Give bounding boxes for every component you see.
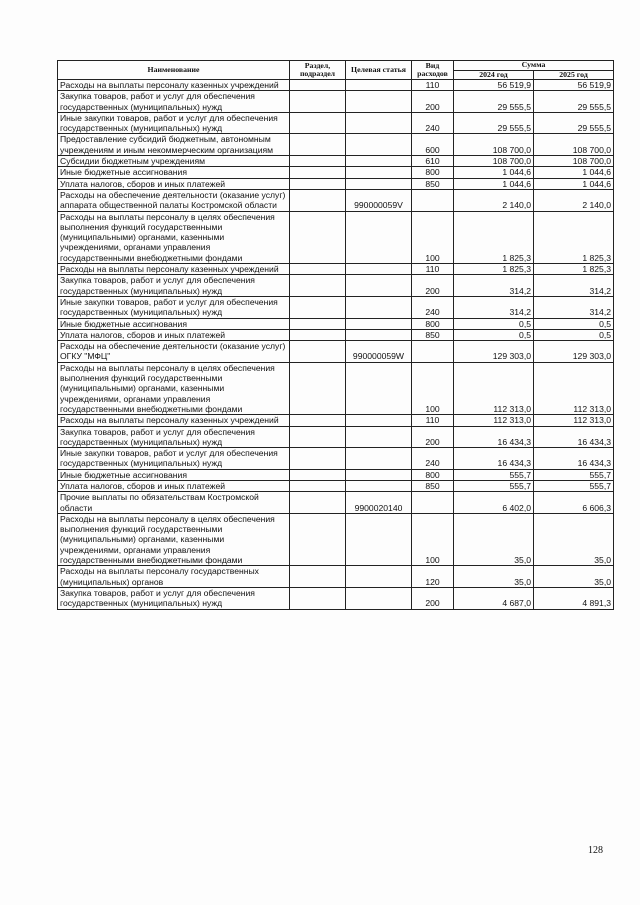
row-sum-2025-cell: 1 825,3: [534, 211, 614, 263]
row-target-cell: [346, 318, 412, 329]
row-target-cell: 990000059V: [346, 189, 412, 211]
row-section-cell: [290, 469, 346, 480]
row-name-cell: Иные бюджетные ассигнования: [58, 318, 290, 329]
row-sum-2025-cell: 1 825,3: [534, 264, 614, 275]
row-section-cell: [290, 318, 346, 329]
row-sum-2024-cell: 112 313,0: [454, 415, 534, 426]
row-name-cell: Иные бюджетные ассигнования: [58, 469, 290, 480]
table-row: [58, 178, 614, 189]
row-sum-2025-cell: 16 434,3: [534, 448, 614, 470]
row-sum-2024-cell: 314,2: [454, 296, 534, 318]
row-sum-2025-cell: 56 519,9: [534, 80, 614, 91]
header-name: Наименование: [58, 61, 290, 80]
row-sum-2025-cell: 129 303,0: [534, 341, 614, 363]
row-sum-2024-cell: 1 044,6: [454, 178, 534, 189]
row-name-cell: Закупка товаров, работ и услуг для обеспечения государственных (муниципальных) нужд: [58, 587, 290, 609]
row-sum-2024-cell: 16 434,3: [454, 448, 534, 470]
row-kind-cell: 850: [412, 329, 454, 340]
row-section-cell: [290, 492, 346, 514]
row-sum-2024-cell: 56 519,9: [454, 80, 534, 91]
row-kind-cell: 850: [412, 178, 454, 189]
row-sum-2025-cell: 2 140,0: [534, 189, 614, 211]
table-row: [58, 91, 614, 113]
header-kind: Вид расходов: [412, 61, 454, 80]
row-sum-2025-cell: 29 555,5: [534, 91, 614, 113]
page-number: 128: [588, 845, 603, 856]
row-section-cell: [290, 329, 346, 340]
row-name-cell: Расходы на обеспечение деятельности (оказание услуг) аппарата общественной палаты Костромской области: [58, 189, 290, 211]
row-section-cell: [290, 566, 346, 588]
row-section-cell: [290, 513, 346, 565]
row-target-cell: [346, 296, 412, 318]
row-sum-2024-cell: 112 313,0: [454, 362, 534, 414]
row-section-cell: [290, 167, 346, 178]
table-header: [58, 61, 614, 80]
row-kind-cell: 240: [412, 296, 454, 318]
row-name-cell: Уплата налогов, сборов и иных платежей: [58, 329, 290, 340]
row-sum-2024-cell: 108 700,0: [454, 156, 534, 167]
row-sum-2024-cell: 2 140,0: [454, 189, 534, 211]
row-sum-2025-cell: 314,2: [534, 296, 614, 318]
table-body: [58, 80, 614, 610]
row-name-cell: Закупка товаров, работ и услуг для обеспечения государственных (муниципальных) нужд: [58, 91, 290, 113]
row-sum-2025-cell: 29 555,5: [534, 112, 614, 134]
row-sum-2024-cell: 35,0: [454, 566, 534, 588]
row-kind-cell: 610: [412, 156, 454, 167]
table-row: [58, 264, 614, 275]
row-kind-cell: 800: [412, 167, 454, 178]
row-target-cell: [346, 480, 412, 491]
table-row: [58, 211, 614, 263]
row-target-cell: [346, 566, 412, 588]
row-sum-2025-cell: 6 606,3: [534, 492, 614, 514]
row-target-cell: [346, 178, 412, 189]
row-name-cell: Расходы на выплаты персоналу казенных учреждений: [58, 80, 290, 91]
table-row: [58, 80, 614, 91]
row-sum-2024-cell: 555,7: [454, 480, 534, 491]
row-kind-cell: 110: [412, 80, 454, 91]
row-kind-cell: 800: [412, 318, 454, 329]
row-section-cell: [290, 296, 346, 318]
row-target-cell: [346, 329, 412, 340]
row-target-cell: [346, 156, 412, 167]
row-target-cell: [346, 448, 412, 470]
row-name-cell: Закупка товаров, работ и услуг для обеспечения государственных (муниципальных) нужд: [58, 426, 290, 448]
table-row: [58, 275, 614, 297]
row-name-cell: Расходы на выплаты персоналу в целях обеспечения выполнения функций государственными (муниципальными) органами, казенными учреждениями, органами управления государственными внебюджетными фондами: [58, 211, 290, 263]
table-row: [58, 362, 614, 414]
table-row: [58, 480, 614, 491]
row-sum-2024-cell: 29 555,5: [454, 112, 534, 134]
row-sum-2024-cell: 129 303,0: [454, 341, 534, 363]
row-section-cell: [290, 480, 346, 491]
row-sum-2025-cell: 4 891,3: [534, 587, 614, 609]
row-sum-2024-cell: 108 700,0: [454, 134, 534, 156]
row-name-cell: Иные закупки товаров, работ и услуг для обеспечения государственных (муниципальных) нужд: [58, 112, 290, 134]
table-row: [58, 469, 614, 480]
row-sum-2024-cell: 314,2: [454, 275, 534, 297]
row-name-cell: Расходы на выплаты персоналу в целях обеспечения выполнения функций государственными (муниципальными) органами, казенными учреждениями, органами управления государственными внебюджетными фондами: [58, 513, 290, 565]
row-target-cell: [346, 91, 412, 113]
row-kind-cell: 200: [412, 426, 454, 448]
row-target-cell: [346, 469, 412, 480]
row-name-cell: Субсидии бюджетным учреждениям: [58, 156, 290, 167]
row-section-cell: [290, 112, 346, 134]
table-row: [58, 492, 614, 514]
row-sum-2024-cell: 0,5: [454, 318, 534, 329]
row-name-cell: Расходы на выплаты персоналу в целях обеспечения выполнения функций государственными (муниципальными) органами, казенными учреждениями, органами управления государственными внебюджетными фондами: [58, 362, 290, 414]
row-kind-cell: 100: [412, 513, 454, 565]
table-row: [58, 112, 614, 134]
row-target-cell: [346, 587, 412, 609]
row-sum-2025-cell: 1 044,6: [534, 167, 614, 178]
row-target-cell: [346, 415, 412, 426]
table-row: [58, 448, 614, 470]
row-kind-cell: 850: [412, 480, 454, 491]
header-target: Целевая статья: [346, 61, 412, 80]
row-sum-2025-cell: 0,5: [534, 318, 614, 329]
row-sum-2024-cell: 29 555,5: [454, 91, 534, 113]
row-target-cell: 990000059W: [346, 341, 412, 363]
row-sum-2025-cell: 112 313,0: [534, 362, 614, 414]
row-name-cell: Прочие выплаты по обязательствам Костромской области: [58, 492, 290, 514]
row-sum-2025-cell: 0,5: [534, 329, 614, 340]
row-section-cell: [290, 189, 346, 211]
row-kind-cell: 200: [412, 91, 454, 113]
row-kind-cell: 600: [412, 134, 454, 156]
row-sum-2024-cell: 1 825,3: [454, 211, 534, 263]
row-sum-2025-cell: 108 700,0: [534, 156, 614, 167]
row-kind-cell: 200: [412, 275, 454, 297]
row-sum-2024-cell: 4 687,0: [454, 587, 534, 609]
table-row: [58, 341, 614, 363]
row-section-cell: [290, 275, 346, 297]
row-name-cell: Уплата налогов, сборов и иных платежей: [58, 178, 290, 189]
table-row: [58, 415, 614, 426]
row-section-cell: [290, 415, 346, 426]
row-name-cell: Иные закупки товаров, работ и услуг для обеспечения государственных (муниципальных) нужд: [58, 296, 290, 318]
row-target-cell: [346, 264, 412, 275]
row-kind-cell: [412, 189, 454, 211]
row-kind-cell: 110: [412, 415, 454, 426]
table-row: [58, 426, 614, 448]
row-kind-cell: 200: [412, 587, 454, 609]
row-section-cell: [290, 448, 346, 470]
row-kind-cell: 240: [412, 112, 454, 134]
row-name-cell: Закупка товаров, работ и услуг для обеспечения государственных (муниципальных) нужд: [58, 275, 290, 297]
row-kind-cell: [412, 341, 454, 363]
row-section-cell: [290, 134, 346, 156]
row-section-cell: [290, 156, 346, 167]
row-sum-2024-cell: 1 825,3: [454, 264, 534, 275]
header-2024: 2024 год: [454, 70, 534, 80]
header-sum: Сумма: [454, 61, 614, 71]
row-name-cell: Предоставление субсидий бюджетным, автономным учреждениям и иным некоммерческим организациям: [58, 134, 290, 156]
table-row: [58, 318, 614, 329]
row-sum-2024-cell: 1 044,6: [454, 167, 534, 178]
table-row: [58, 329, 614, 340]
row-target-cell: [346, 112, 412, 134]
row-kind-cell: [412, 492, 454, 514]
budget-table: [57, 60, 614, 610]
row-kind-cell: 120: [412, 566, 454, 588]
row-sum-2024-cell: 0,5: [454, 329, 534, 340]
row-kind-cell: 100: [412, 362, 454, 414]
row-sum-2024-cell: 16 434,3: [454, 426, 534, 448]
row-target-cell: [346, 513, 412, 565]
row-kind-cell: 100: [412, 211, 454, 263]
row-target-cell: 9900020140: [346, 492, 412, 514]
row-sum-2024-cell: 6 402,0: [454, 492, 534, 514]
row-name-cell: Иные закупки товаров, работ и услуг для обеспечения государственных (муниципальных) нужд: [58, 448, 290, 470]
row-target-cell: [346, 362, 412, 414]
row-section-cell: [290, 362, 346, 414]
row-section-cell: [290, 341, 346, 363]
row-target-cell: [346, 211, 412, 263]
table-row: [58, 134, 614, 156]
table-row: [58, 167, 614, 178]
row-target-cell: [346, 426, 412, 448]
header-2025: 2025 год: [534, 70, 614, 80]
table-row: [58, 156, 614, 167]
row-name-cell: Расходы на обеспечение деятельности (оказание услуг) ОГКУ "МФЦ": [58, 341, 290, 363]
row-sum-2025-cell: 555,7: [534, 480, 614, 491]
row-section-cell: [290, 91, 346, 113]
row-sum-2025-cell: 112 313,0: [534, 415, 614, 426]
table-row: [58, 566, 614, 588]
row-section-cell: [290, 178, 346, 189]
row-target-cell: [346, 80, 412, 91]
row-name-cell: Иные бюджетные ассигнования: [58, 167, 290, 178]
row-section-cell: [290, 426, 346, 448]
row-target-cell: [346, 275, 412, 297]
row-target-cell: [346, 167, 412, 178]
table-row: [58, 587, 614, 609]
row-target-cell: [346, 134, 412, 156]
row-kind-cell: 110: [412, 264, 454, 275]
row-section-cell: [290, 264, 346, 275]
row-sum-2025-cell: 108 700,0: [534, 134, 614, 156]
row-name-cell: Уплата налогов, сборов и иных платежей: [58, 480, 290, 491]
row-section-cell: [290, 211, 346, 263]
row-sum-2025-cell: 314,2: [534, 275, 614, 297]
row-section-cell: [290, 587, 346, 609]
table-row: [58, 189, 614, 211]
row-kind-cell: 800: [412, 469, 454, 480]
row-sum-2025-cell: 35,0: [534, 513, 614, 565]
row-sum-2024-cell: 35,0: [454, 513, 534, 565]
header-section: Раздел, подраздел: [290, 61, 346, 80]
row-sum-2025-cell: 1 044,6: [534, 178, 614, 189]
table-row: [58, 296, 614, 318]
row-name-cell: Расходы на выплаты персоналу государственных (муниципальных) органов: [58, 566, 290, 588]
row-sum-2025-cell: 35,0: [534, 566, 614, 588]
row-name-cell: Расходы на выплаты персоналу казенных учреждений: [58, 264, 290, 275]
row-name-cell: Расходы на выплаты персоналу казенных учреждений: [58, 415, 290, 426]
row-section-cell: [290, 80, 346, 91]
row-sum-2025-cell: 16 434,3: [534, 426, 614, 448]
row-kind-cell: 240: [412, 448, 454, 470]
row-sum-2025-cell: 555,7: [534, 469, 614, 480]
row-sum-2024-cell: 555,7: [454, 469, 534, 480]
table-row: [58, 513, 614, 565]
